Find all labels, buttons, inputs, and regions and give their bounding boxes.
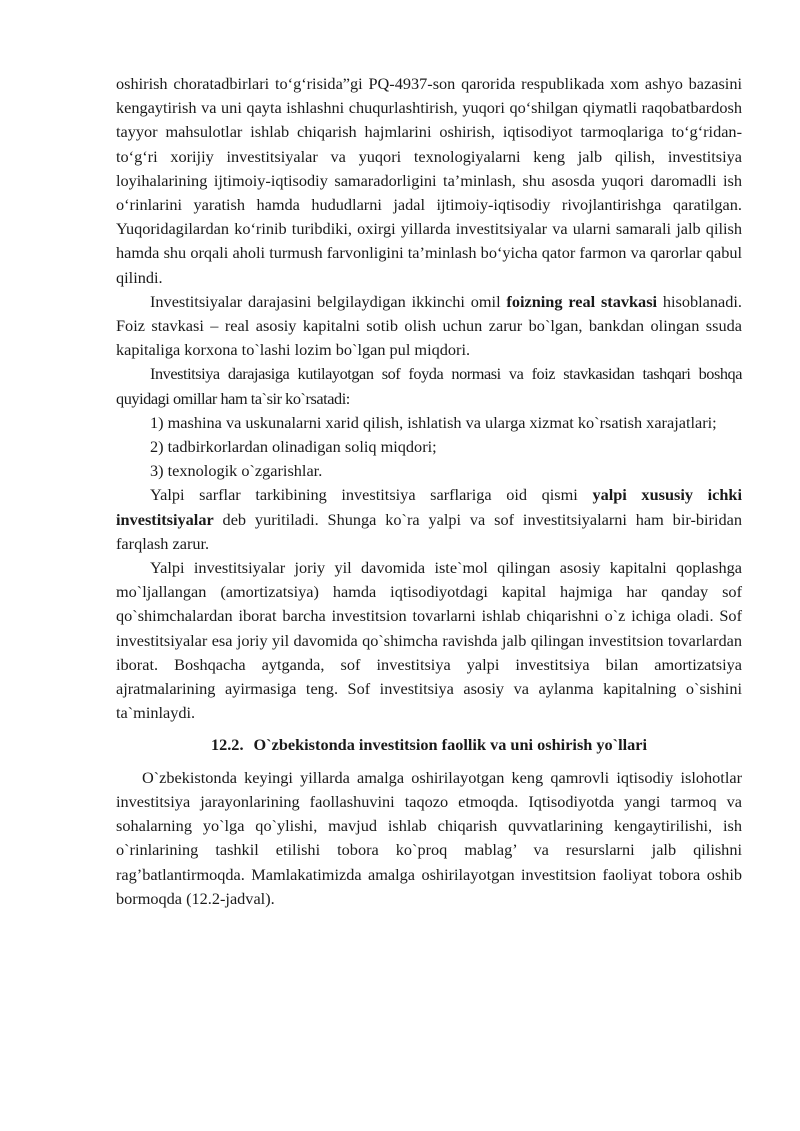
text: Investitsiyalar darajasini belgilaydigan ikkinchi omil (150, 291, 507, 311)
section-number: 12.2. (210, 735, 244, 755)
list-item: 1) mashina va uskunalarni xarid qilish, ishlatish va ularga xizmat ko`rsatish xarajatlari; (150, 412, 717, 432)
paragraph-continuation: oshirish choratadbirlari to‘g‘risida”gi PQ-4937-son qarorida respublikada xom ashyo bazasini kengaytirish va uni qayta ishlashni chuqurlashtirish, yuqori qo‘shilgan qiymatli raqobatbardosh tayyor mahsulotlar ishlab chiqarish hajmlarini oshirish, iqtisodiyot tarmoqlariga to‘g‘ridan-to‘g‘ri xorijiy investitsiyalar va yuqori texnologiyalarni keng jalb qilish, investitsiya loyihalarining ijtimoiy-iqtisodiy samaradorligini ta’minlash, shu asosda yuqori daromadli ish o‘rinlarini yaratish hamda hududlarni jadal ijtimoiy-iqtisodiy rivojlantirishga qaratilgan. Yuqoridagilardan ko‘rinib turibdiki, oxirgi yillarda investitsiyalar va ularni samarali jalb qilish hamda shu orqali aholi turmush farvonligini ta’minlash bo‘yicha qator farmon va qarorlar qabul qilindi. (116, 74, 742, 287)
list-item: 3) texnologik o`zgarishlar. (150, 461, 323, 481)
text: Yalpi sarflar tarkibining investitsiya sarflariga oid qismi (150, 485, 593, 505)
paragraph-interest-rate (116, 290, 742, 363)
paragraph-gross-investment (116, 483, 742, 556)
bold-term: yalpi xususiy ichki investitsiyalar (116, 485, 743, 529)
text: hisoblanadi. Foiz stavkasi – real asosiy kapitalni sotib olish uchun zarur bo`lgan, bankdan olingan ssuda kapitaliga korxona to`lashi lozim bo`lgan pul miqdori. (116, 291, 743, 360)
paragraph-other-factors: Investitsiya darajasiga kutilayotgan sof foyda normasi va foiz stavkasidan tashqari boshqa quyidagi omillar ham ta`sir ko`rsatadi: (116, 364, 742, 408)
document-page (116, 72, 742, 911)
text: deb yuritiladi. Shunga ko`ra yalpi va sof investitsiyalarni ham bir-biridan farqlash zarur. (116, 509, 742, 553)
section-heading (116, 733, 742, 757)
bold-term: foizning real stavkasi (506, 291, 658, 311)
list-item: 2) tadbirkorlardan olinadigan soliq miqdori; (150, 437, 437, 457)
paragraph-uzbekistan: O`zbekistonda keyingi yillarda amalga oshirilayotgan keng qamrovli iqtisodiy islohotlar investitsiya jarayonlarining faollashuvini taqozo etmoqda. Iqtisodiyotda yangi tarmoq va sohalarning yo`lga qo`ylishi, mavjud ishlab chiqarish quvvatlarining kengaytirilishi, ish o`rinlarining tashkil etilishi tobora ko`proq mablag’ va resurslarni jalb qilishni rag’batlantirmoqda. Mamlakatimizda amalga oshirilayotgan investitsion faoliyat tobora oshib bormoqda (12.2-jadval). (116, 767, 742, 908)
section-title: O`zbekistonda investitsion faollik va uni oshirish yo`llari (253, 735, 648, 755)
paragraph-net-investment: Yalpi investitsiyalar joriy yil davomida iste`mol qilingan asosiy kapitalni qoplashga mo`ljallangan (amortizatsiya) hamda iqtisodiyotdagi kapital hajmiga har qanday sof qo`shimchalardan iborat barcha investitsion tovarlarni ishlab chiqarishni o`z ichiga oladi. Sof investitsiyalar esa joriy yil davomida qo`shimcha ravishda jalb qilingan investitsion tovarlardan iborat. Boshqacha aytganda, sof investitsiya yalpi investitsiya bilan amortizatsiya ajratmalarining ayirmasiga teng. Sof investitsiya asosiy va aylanma kapitalning o`sishini ta`minlaydi. (116, 558, 742, 723)
